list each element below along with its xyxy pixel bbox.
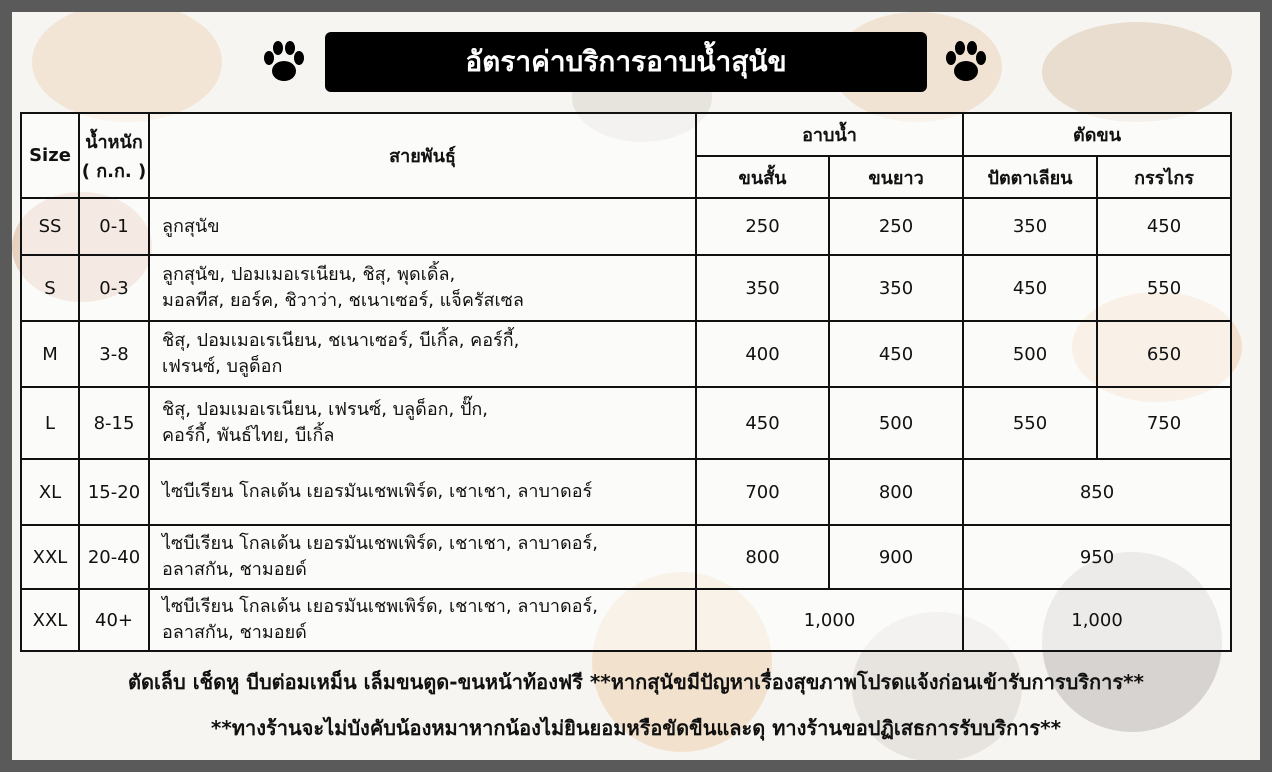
price-trim: 1,000 [963,589,1231,651]
price-bath: 1,000 [696,589,963,651]
price-scissor: 650 [1097,321,1231,387]
breed-line: อลาสกัน, ชามอยด์ [162,559,307,580]
breeds-cell [149,525,696,589]
price-short: 800 [696,525,829,589]
breeds-cell [149,321,696,387]
footer-note-1: ตัดเล็บ เช็ดหู บีบต่อมเหม็น เล็มขนตูด-ขนหน้าท้องฟรี **หากสุนัขมีปัญหาเรื่องสุขภาพโปรดแจ้งก่อนเข้ารับการบริการ** [127,670,1145,694]
table-row [21,387,1231,459]
background-art [32,12,222,122]
size-cell: L [21,387,79,459]
table-row [21,321,1231,387]
price-short: 700 [696,459,829,525]
price-trim: 850 [963,459,1231,525]
size-cell: SS [21,198,79,255]
header-weight-line1: น้ำหนัก [85,131,143,153]
background-art [1042,22,1232,122]
breed-line: อลาสกัน, ชามอยด์ [162,622,307,643]
header-short-hair: ขนสั้น [696,156,829,198]
price-long: 450 [829,321,963,387]
breed-line: ลูกสุนัข, ปอมเมอเรเนียน, ชิสุ, พุดเดิ้ล, [162,264,456,285]
breed-line: มอลทีส, ยอร์ค, ชิวาว่า, ชเนาเซอร์, แจ็ครัสเซล [162,290,524,311]
price-short: 400 [696,321,829,387]
header-breed: สายพันธุ์ [149,113,696,198]
header-weight-line2: ( ก.ก. ) [81,160,147,182]
table-row [21,198,1231,255]
size-cell: XXL [21,589,79,651]
paw-icon [259,38,309,88]
price-long: 800 [829,459,963,525]
breed-line: ชิสุ, ปอมเมอเรเนียน, เฟรนซ์, บลูด็อก, ปั๊ก, [162,399,489,420]
table-row [21,459,1231,525]
page-title: อัตราค่าบริการอาบน้ำสุนัข [325,32,927,92]
breed-line: เฟรนซ์, บลูด็อก [162,356,283,377]
size-cell: XXL [21,525,79,589]
breeds-cell [149,589,696,651]
breeds-cell [149,198,696,255]
header-weight [79,113,149,198]
price-clipper: 550 [963,387,1097,459]
weight-cell: 3-8 [79,321,149,387]
price-card [12,12,1260,760]
footer-note-2: **ทางร้านจะไม่บังคับน้องหมาหากน้องไม่ยินยอมหรือขัดขืนและดุ ทางร้านขอปฏิเสธการรับบริการ** [210,716,1062,740]
weight-cell: 0-1 [79,198,149,255]
header-bath: อาบน้ำ [696,113,963,156]
price-scissor: 550 [1097,255,1231,321]
weight-cell: 20-40 [79,525,149,589]
breeds-cell [149,255,696,321]
size-cell: M [21,321,79,387]
header-trim: ตัดขน [963,113,1231,156]
size-cell: S [21,255,79,321]
price-long: 900 [829,525,963,589]
price-trim: 950 [963,525,1231,589]
price-long: 250 [829,198,963,255]
price-scissor: 450 [1097,198,1231,255]
price-scissor: 750 [1097,387,1231,459]
price-table [20,112,1232,652]
price-clipper: 350 [963,198,1097,255]
header-clipper: ปัตตาเลียน [963,156,1097,198]
paw-icon [941,38,991,88]
breed-line: ลูกสุนัข [162,215,220,237]
price-short: 250 [696,198,829,255]
weight-cell: 0-3 [79,255,149,321]
weight-cell: 15-20 [79,459,149,525]
header-long-hair: ขนยาว [829,156,963,198]
table-row [21,525,1231,589]
breeds-cell [149,459,696,525]
breeds-cell [149,387,696,459]
breed-line: ชิสุ, ปอมเมอเรเนียน, ชเนาเซอร์, บีเกิ้ล, คอร์กี้, [162,330,520,351]
price-short: 350 [696,255,829,321]
breed-line: ไซบีเรียน โกลเด้น เยอรมันเชพเพิร์ด, เชาเชา, ลาบาดอร์ [162,481,593,502]
header-row [21,113,1231,156]
price-clipper: 500 [963,321,1097,387]
weight-cell: 40+ [79,589,149,651]
price-clipper: 450 [963,255,1097,321]
header-scissors: กรรไกร [1097,156,1231,198]
size-cell: XL [21,459,79,525]
price-long: 350 [829,255,963,321]
price-short: 450 [696,387,829,459]
breed-line: ไซบีเรียน โกลเด้น เยอรมันเชพเพิร์ด, เชาเชา, ลาบาดอร์, [162,533,598,554]
table-row [21,255,1231,321]
header-size: Size [21,113,79,198]
breed-line: คอร์กี้, พันธ์ไทย, บีเกิ้ล [162,425,335,446]
weight-cell: 8-15 [79,387,149,459]
price-long: 500 [829,387,963,459]
breed-line: ไซบีเรียน โกลเด้น เยอรมันเชพเพิร์ด, เชาเชา, ลาบาดอร์, [162,596,598,617]
table-row [21,589,1231,651]
